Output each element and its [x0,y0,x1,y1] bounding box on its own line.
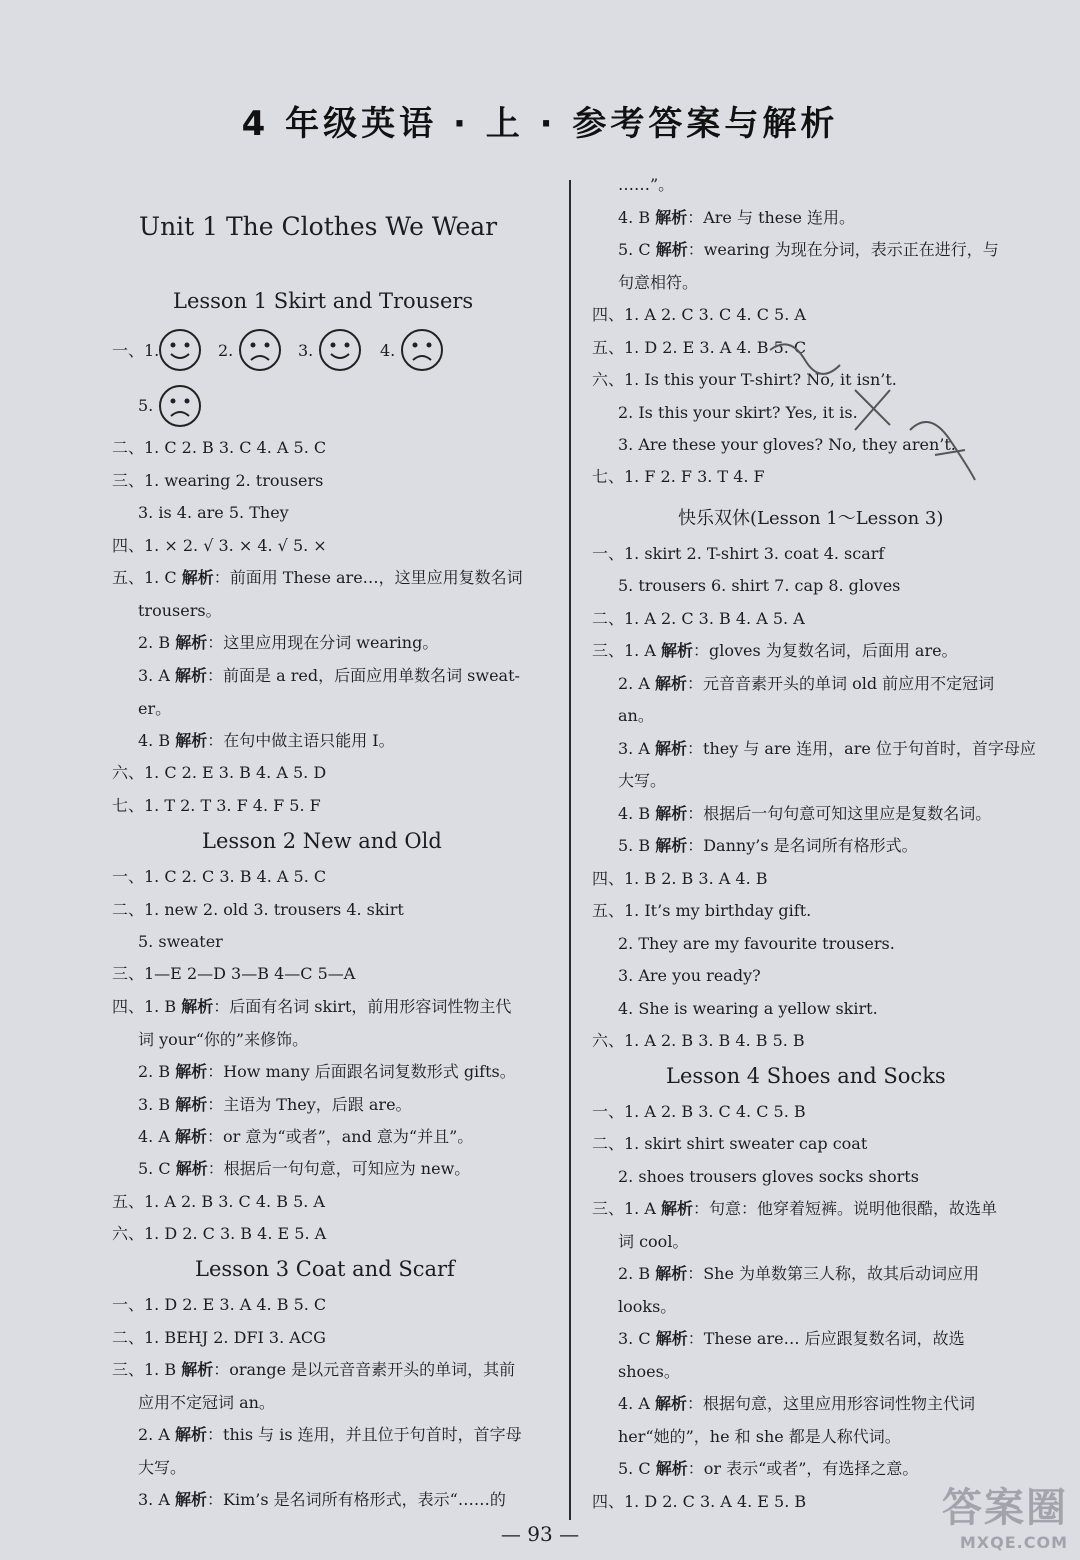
lesson-2-heading: Lesson 2 New and Old [202,829,442,853]
answer-line: 3. A 解析：前面是 a red，后面应用单数名词 sweat- [138,666,520,685]
answer-line: 五、1. A 2. B 3. C 4. B 5. A [112,1192,325,1211]
answer-line: 六、1. Is this your T-shirt? No, it isn’t. [592,370,897,389]
handwriting-scribble-icon [760,330,990,500]
answer-line: 应用不定冠词 an。 [138,1393,275,1412]
answer-line: 四、1. B 解析：后面有名词 skirt，前用形容词性物主代 [112,997,512,1016]
answer-line: her“她的”，he 和 she 都是人称代词。 [618,1427,901,1446]
answer-line: 词 cool。 [618,1232,689,1251]
answer-line: 四、1. B 2. B 3. A 4. B [592,869,768,888]
answer-line: 5. C 解析：or 表示“或者”，有选择之意。 [618,1459,919,1478]
unit-heading: Unit 1 The Clothes We Wear [139,212,498,241]
q1-label-2: 2. [218,341,234,360]
smiley-face-icon [158,328,202,372]
answer-line: 5. trousers 6. shirt 7. cap 8. gloves [618,576,901,595]
q1-label-4: 4. [380,341,396,360]
answer-line: 大写。 [618,771,667,790]
answer-line: 五、1. It’s my birthday gift. [592,901,812,920]
answer-line: 4. A 解析：根据句意，这里应用形容词性物主代词 [618,1394,976,1413]
answer-line: 二、1. new 2. old 3. trousers 4. skirt [112,900,404,919]
answer-line: 一、1. skirt 2. T-shirt 3. coat 4. scarf [592,544,885,563]
q1-label-3: 3. [298,341,314,360]
answer-line: 2. Is this your skirt? Yes, it is. [618,403,858,422]
answer-line: looks。 [618,1297,677,1316]
answer-line: 2. shoes trousers gloves socks shorts [618,1167,919,1186]
answer-line: 三、1. B 解析：orange 是以元音音素开头的单词，其前 [112,1360,516,1379]
q1-label-1: 一、1. [112,341,160,360]
answer-line: 二、1. skirt shirt sweater cap coat [592,1134,868,1153]
answer-line: 4. She is wearing a yellow skirt. [618,999,878,1018]
smiley-face-icon [318,328,362,372]
answer-line: 句意相符。 [618,273,699,292]
sad-face-icon [238,328,282,372]
answer-line: 4. A 解析：or 意为“或者”，and 意为“并且”。 [138,1127,474,1146]
answer-line: 3. A 解析：they 与 are 连用，are 位于句首时，首字母应 [618,739,1036,758]
answer-line: 4. B 解析：根据后一句句意可知这里应是复数名词。 [618,804,992,823]
answer-line: 四、1. A 2. C 3. C 4. C 5. A [592,305,806,324]
answer-line: 三、1—E 2—D 3—B 4—C 5—A [112,964,356,983]
answer-line: 5. sweater [138,932,223,951]
answer-line: 词 your“你的”来修饰。 [138,1030,309,1049]
answer-line: 六、1. C 2. E 3. B 4. A 5. D [112,763,327,782]
answer-line: 二、1. A 2. C 3. B 4. A 5. A [592,609,805,628]
column-divider [569,180,571,1520]
answer-line: 4. B 解析：在句中做主语只能用 I。 [138,731,395,750]
review-heading: 快乐双休(Lesson 1～Lesson 3) [678,508,944,529]
answer-line: 三、1. A 解析：gloves 为复数名词，后面用 are。 [592,641,958,660]
answer-line: 5. C 解析：根据后一句句意，可知应为 new。 [138,1159,471,1178]
answer-line: 五、1. C 解析：前面用 These are…，这里应用复数名词 [112,568,523,587]
answer-line: 2. B 解析：这里应用现在分词 wearing。 [138,633,439,652]
answer-line: 五、1. D 2. E 3. A 4. B 5. C [592,338,807,357]
answer-line: 5. C 解析：wearing 为现在分词，表示正在进行，与 [618,240,999,259]
answer-line: 七、1. F 2. F 3. T 4. F [592,467,765,486]
answer-line: shoes。 [618,1362,680,1381]
page-number: — 93 — [500,1522,580,1546]
answer-line: 二、1. BEHJ 2. DFI 3. ACG [112,1328,326,1347]
answer-line: 4. B 解析：Are 与 these 连用。 [618,208,856,227]
answer-line: 一、1. C 2. C 3. B 4. A 5. C [112,867,327,886]
answer-line: 2. B 解析：She 为单数第三人称，故其后动词应用 [618,1264,980,1283]
answer-line: 三、1. wearing 2. trousers [112,471,324,490]
answer-line: 二、1. C 2. B 3. C 4. A 5. C [112,438,327,457]
answer-line: 3. B 解析：主语为 They，后跟 are。 [138,1095,412,1114]
answer-line: er。 [138,699,172,718]
lesson-3-heading: Lesson 3 Coat and Scarf [195,1257,455,1281]
answer-line: trousers。 [138,601,222,620]
answer-line: 四、1. × 2. √ 3. × 4. √ 5. × [112,536,327,555]
lesson-4-heading: Lesson 4 Shoes and Socks [666,1064,946,1088]
answer-line: 3. is 4. are 5. They [138,503,289,522]
page-title: 4 年级英语 · 上 · 参考答案与解析 [241,104,839,144]
answer-line: 3. Are you ready? [618,966,761,985]
answer-line: ……”。 [618,175,675,194]
answer-line: 一、1. D 2. E 3. A 4. B 5. C [112,1295,327,1314]
q1-label-5: 5. [138,396,154,415]
answer-line: 一、1. A 2. B 3. C 4. C 5. B [592,1102,806,1121]
answer-line: 三、1. A 解析：句意：他穿着短裤。说明他很酷，故选单 [592,1199,998,1218]
answer-line: an。 [618,706,654,725]
answer-line: 2. A 解析：元音音素开头的单词 old 前应用不定冠词 [618,674,995,693]
answer-line: 3. C 解析：These are… 后应跟复数名词，故选 [618,1329,965,1348]
answer-line: 六、1. A 2. B 3. B 4. B 5. B [592,1031,805,1050]
answer-line: 七、1. T 2. T 3. F 4. F 5. F [112,796,321,815]
lesson-1-heading: Lesson 1 Skirt and Trousers [173,289,474,313]
watermark-logo: 答案圈 MXQE.COM [942,1485,1068,1552]
answer-line: 六、1. D 2. C 3. B 4. E 5. A [112,1224,327,1243]
sad-face-icon [158,384,202,428]
answer-line: 2. A 解析：this 与 is 连用，并且位于句首时，首字母 [138,1425,522,1444]
answer-line: 5. B 解析：Danny’s 是名词所有格形式。 [618,836,918,855]
answer-line: 四、1. D 2. C 3. A 4. E 5. B [592,1492,807,1511]
answer-line: 大写。 [138,1458,187,1477]
answer-line: 3. Are these your gloves? No, they aren’t. [618,435,956,454]
answer-line: 2. They are my favourite trousers. [618,934,895,953]
sad-face-icon [400,328,444,372]
answer-line: 3. A 解析：Kim’s 是名词所有格形式，表示“……的 [138,1490,506,1509]
answer-line: 2. B 解析：How many 后面跟名词复数形式 gifts。 [138,1062,516,1081]
